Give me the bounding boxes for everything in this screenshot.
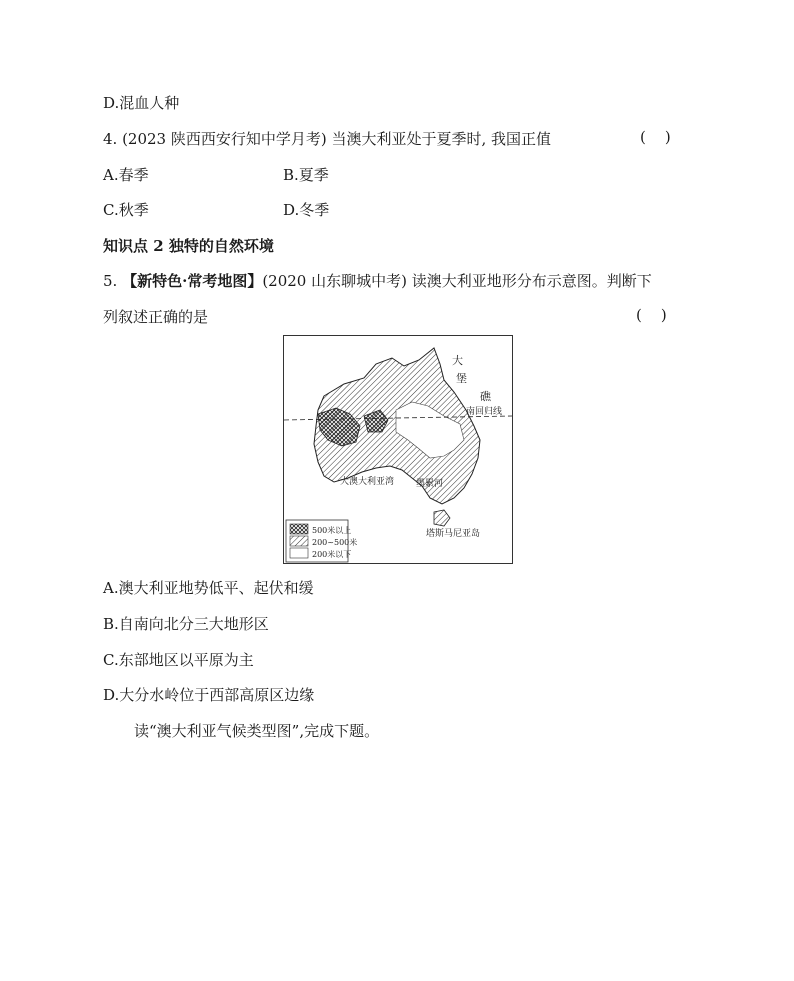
- q3-option-d: D.混血人种: [103, 94, 180, 112]
- q4-option-d: D.冬季: [283, 201, 330, 219]
- tasmania-label: 塔斯马尼亚岛: [426, 529, 481, 539]
- legend-swatch-high: [290, 524, 308, 534]
- legend-label-mid: 200~500米: [312, 538, 358, 547]
- section-heading: 知识点 2 独特的自然环境: [103, 237, 274, 255]
- instruction-text: 读“澳大利亚气候类型图”,完成下题。: [134, 722, 380, 740]
- q4-stem: 4. (2023 陕西西安行知中学月考) 当澳大利亚处于夏季时, 我国正值: [103, 130, 552, 148]
- q4-answer-paren: ( ): [640, 128, 671, 146]
- tropic-label: 南回归线: [466, 407, 503, 417]
- q5-option-d: D.大分水岭位于西部高原区边缘: [103, 686, 315, 704]
- legend-swatch-mid: [290, 536, 308, 546]
- river-label: 墨累河: [416, 479, 444, 489]
- reef-label-1: 大: [452, 354, 463, 367]
- bight-label: 大澳大利亚湾: [340, 477, 395, 487]
- q5-answer-paren: ( ): [636, 306, 667, 324]
- q4-option-c: C.秋季: [103, 201, 149, 219]
- legend-swatch-low: [290, 548, 308, 558]
- q5-option-c: C.东部地区以平原为主: [103, 651, 254, 669]
- q5-option-b: B.自南向北分三大地形区: [103, 615, 269, 633]
- q5-tag: 【新特色·常考地图】: [122, 272, 263, 290]
- q4-option-a: A.春季: [103, 166, 149, 184]
- tasmania-outline: [434, 510, 450, 526]
- reef-label-3: 礁: [480, 390, 491, 403]
- q4-option-b: B.夏季: [283, 166, 329, 184]
- q5-stem-line2: 列叙述正确的是: [103, 308, 209, 326]
- australia-terrain-map: [283, 335, 513, 564]
- q5-option-a: A.澳大利亚地势低平、起伏和缓: [103, 579, 314, 597]
- q5-number: 5.: [103, 272, 118, 290]
- q5-stem-line1: [103, 270, 652, 291]
- q5-source-text: (2020 山东聊城中考) 读澳大利亚地形分布示意图。判断下: [262, 272, 652, 290]
- legend-label-high: 500米以上: [312, 526, 352, 535]
- legend-label-low: 200米以下: [312, 550, 352, 559]
- reef-label-2: 堡: [456, 372, 467, 385]
- map-drawing: [284, 336, 512, 563]
